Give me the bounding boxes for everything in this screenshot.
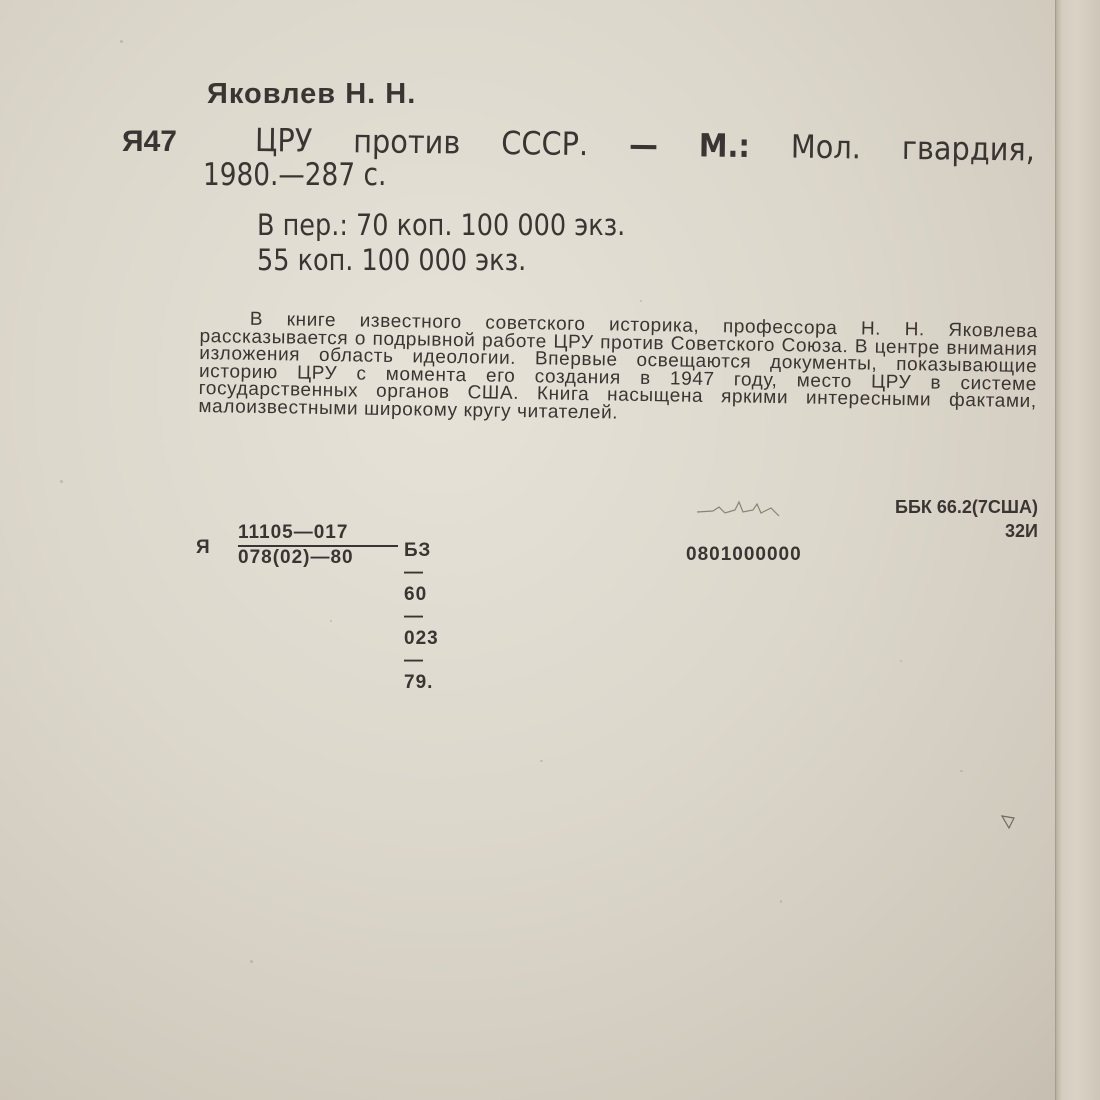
classification-block [895,495,1038,543]
title-word: СССР. [501,124,589,164]
abstract-text [198,310,1038,429]
pencil-mark [1000,812,1016,830]
class-code: 32И [1005,521,1038,541]
isbn-code: 0801000000 [686,544,802,565]
bz-code: БЗ—60—023—79. [404,540,439,693]
fraction-numerator: 11105—017 [238,522,398,547]
title-word: — [628,125,659,164]
title-word: против [352,122,461,162]
title-word: Мол. [790,127,862,167]
catalog-code: Я47 [122,125,177,158]
pencil-scribble [695,496,785,520]
imprint-line: 1980.—287 с. [203,157,387,193]
bbk-code: ББК 66.2(7США) [895,497,1038,517]
index-letter: Я [196,537,211,558]
price-line: В пер.: 70 коп. 100 000 экз. [257,208,626,242]
title-word: ЦРУ [254,121,313,160]
next-page-edge [1055,0,1100,1100]
abstract-body: В книге известного советского историка, профессора Н. Н. Яковлева рассказывается о подрывной работе ЦРУ против Советского Союза. В центре внимания изложения область идеологии. Впервые освещаются документы, показывающие историю ЦРУ с момента его создания в 1947 году, место ЦРУ в системе государственных органов США. Книга насыщена яркими интересными фактами, малоизвестными широкому кругу читателей. [198,308,1038,424]
title-word: М.: [698,126,751,166]
title-word: гвардия, [901,128,1036,169]
fraction-denominator: 078(02)—80 [238,547,354,568]
price-line: 55 коп. 100 000 экз. [257,243,527,277]
index-fraction [238,522,400,569]
author-name: Яковлев Н. Н. [207,78,417,110]
